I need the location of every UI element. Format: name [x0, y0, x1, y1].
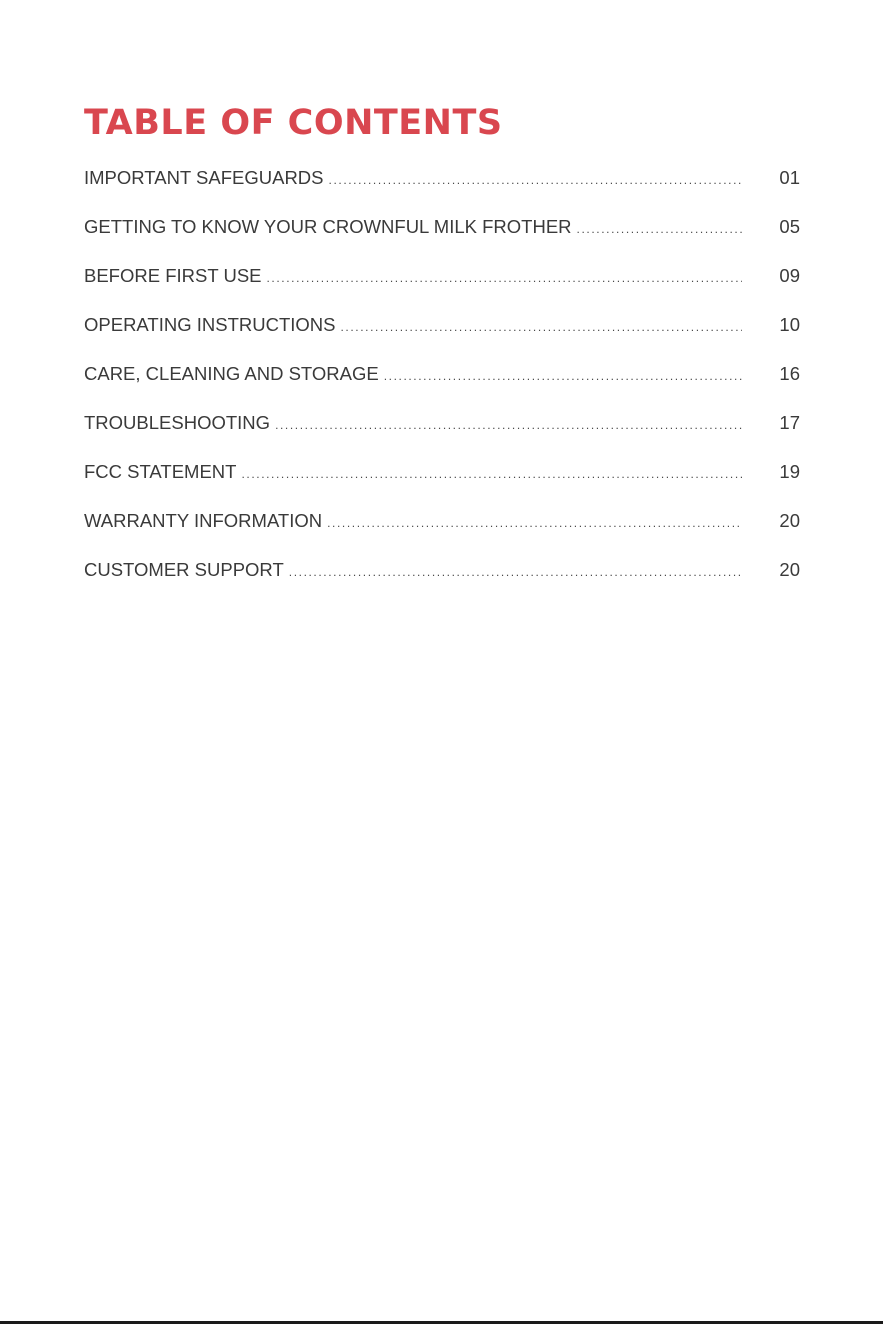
toc-page-number: 20	[779, 510, 800, 531]
toc-page-number: 01	[779, 167, 800, 188]
toc-page-number: 17	[779, 412, 800, 433]
page-title: TABLE OF CONTENTS	[84, 103, 503, 143]
toc-entry-warranty-information[interactable]	[84, 510, 800, 559]
toc-page-number: 09	[779, 265, 800, 286]
dot-leader	[275, 418, 742, 432]
toc-entry-before-first-use[interactable]	[84, 265, 800, 314]
table-of-contents	[84, 167, 800, 608]
toc-entry-label: GETTING TO KNOW YOUR CROWNFUL MILK FROTHER	[84, 216, 572, 237]
toc-page-number: 10	[779, 314, 800, 335]
toc-entry-label: IMPORTANT SAFEGUARDS	[84, 167, 324, 188]
dot-leader	[577, 222, 742, 236]
toc-entry-label: TROUBLESHOOTING	[84, 412, 271, 433]
toc-entry-label: CUSTOMER SUPPORT	[84, 559, 284, 580]
toc-entry-customer-support[interactable]	[84, 559, 800, 608]
toc-entry-label: OPERATING INSTRUCTIONS	[84, 314, 336, 335]
toc-entry-troubleshooting[interactable]	[84, 412, 800, 461]
dot-leader	[384, 369, 742, 383]
toc-entry-label: FCC STATEMENT	[84, 461, 237, 482]
toc-entry-operating-instructions[interactable]	[84, 314, 800, 363]
dot-leader	[241, 467, 742, 481]
dot-leader	[267, 271, 743, 285]
toc-entry-label: WARRANTY INFORMATION	[84, 510, 323, 531]
toc-entry-fcc-statement[interactable]	[84, 461, 800, 510]
toc-page-number: 05	[779, 216, 800, 237]
dot-leader	[289, 565, 742, 579]
dot-leader	[340, 320, 742, 334]
toc-entry-getting-to-know[interactable]	[84, 216, 800, 265]
toc-page-number: 20	[779, 559, 800, 580]
toc-page-number: 16	[779, 363, 800, 384]
toc-entry-label: BEFORE FIRST USE	[84, 265, 262, 286]
toc-entry-label: CARE, CLEANING AND STORAGE	[84, 363, 379, 384]
dot-leader	[329, 173, 742, 187]
dot-leader	[327, 516, 742, 530]
toc-page-number: 19	[779, 461, 800, 482]
toc-entry-care-cleaning-storage[interactable]	[84, 363, 800, 412]
toc-entry-important-safeguards[interactable]	[84, 167, 800, 216]
